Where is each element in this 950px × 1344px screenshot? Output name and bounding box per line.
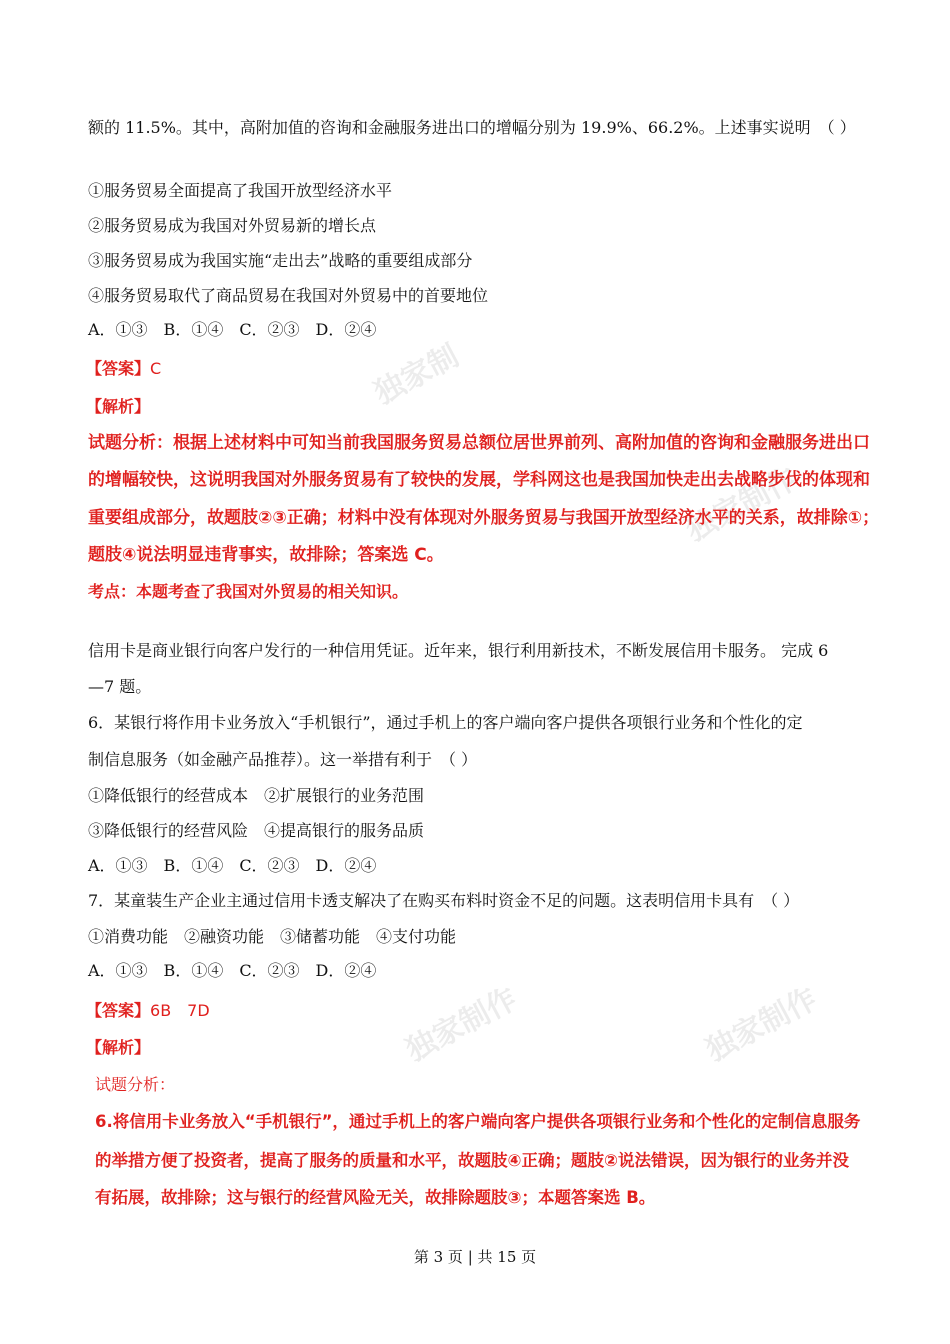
q7-options: ①消费功能 ②融资功能 ③储蓄功能 ④支付功能 xyxy=(88,927,457,946)
q5-option-4: ④服务贸易取代了商品贸易在我国对外贸易中的首要地位 xyxy=(88,286,489,305)
answer-value: C xyxy=(150,359,162,378)
answer-label: 【答案】 xyxy=(86,359,151,378)
q5-kaodian: 考点：本题考查了我国对外贸易的相关知识。 xyxy=(88,582,409,601)
q7-analysis-title: 试题分析： xyxy=(95,1075,176,1094)
q5-option-3: ③服务贸易成为我国实施“走出去”战略的重要组成部分 xyxy=(88,251,473,270)
q5-analysis-line-4: 题肢④说法明显违背事实，故排除；答案选 C。 xyxy=(88,545,444,565)
q7-answer xyxy=(86,1001,210,1021)
q6-options-line-1: ①降低银行的经营成本 ②扩展银行的业务范围 xyxy=(88,786,425,805)
watermark: 独家制作 xyxy=(700,981,823,1069)
q5-analysis-label: 【解析】 xyxy=(86,397,151,416)
q5-answer xyxy=(86,359,161,379)
q5-stem-tail: 额的 11.5%。其中，高附加值的咨询和金融服务进出口的增幅分别为 19.9%、66.2%。上述事实说明 （ ） xyxy=(88,118,856,137)
answer-label: 【答案】 xyxy=(86,1001,151,1020)
q7-analysis-line-1: 6.将信用卡业务放入“手机银行”，通过手机上的客户端向客户提供各项银行业务和个性化的定制信息服务 xyxy=(95,1112,861,1131)
q6-choices: A．①③ B．①④ C．②③ D．②④ xyxy=(88,856,377,875)
answer-value: 6B 7D xyxy=(150,1001,210,1020)
q7-analysis-label: 【解析】 xyxy=(86,1038,151,1057)
q5-option-1: ①服务贸易全面提高了我国开放型经济水平 xyxy=(88,181,393,200)
q5-analysis-line-1: 试题分析：根据上述材料中可知当前我国服务贸易总额位居世界前列、高附加值的咨询和金融服务进出口 xyxy=(88,433,870,453)
page-footer: 第 3 页 | 共 15 页 xyxy=(413,1248,537,1266)
watermark: 独家制作 xyxy=(400,981,523,1069)
watermark: 独家制作 xyxy=(680,461,803,549)
q7-stem: 7．某童装生产企业主通过信用卡透支解决了在购买布料时资金不足的问题。这表明信用卡具有 （ ） xyxy=(88,891,800,910)
group-intro-line-2: —7 题。 xyxy=(88,677,152,696)
q7-analysis-line-2: 的举措方便了投资者，提高了服务的质量和水平，故题肢④正确；题肢②说法错误，因为银行的业务并没 xyxy=(95,1151,849,1170)
q7-choices: A．①③ B．①④ C．②③ D．②④ xyxy=(88,961,377,980)
q6-options-line-2: ③降低银行的经营风险 ④提高银行的服务品质 xyxy=(88,821,425,840)
watermark: 独家制 xyxy=(368,338,465,412)
q5-choices: A．①③ B．①④ C．②③ D．②④ xyxy=(88,320,377,339)
q7-analysis-line-3: 有拓展，故排除；这与银行的经营风险无关，故排除题肢③；本题答案选 B。 xyxy=(95,1188,656,1207)
q5-analysis-line-2: 的增幅较快，这说明我国对外服务贸易有了较快的发展，学科网这也是我国加快走出去战略步伐的体现和 xyxy=(88,470,870,490)
q5-analysis-line-3: 重要组成部分，故题肢②③正确；材料中没有体现对外服务贸易与我国开放型经济水平的关系，故排除①； xyxy=(88,508,880,528)
q5-option-2: ②服务贸易成为我国对外贸易新的增长点 xyxy=(88,216,377,235)
q6-stem-line-2: 制信息服务（如金融产品推荐）。这一举措有利于 （ ） xyxy=(88,750,478,769)
q6-stem-line-1: 6．某银行将作用卡业务放入“手机银行”，通过手机上的客户端向客户提供各项银行业务和个性化的定 xyxy=(88,713,803,732)
group-intro-line-1: 信用卡是商业银行向客户发行的一种信用凭证。近年来，银行利用新技术，不断发展信用卡服务。 完成 6 xyxy=(88,641,829,660)
